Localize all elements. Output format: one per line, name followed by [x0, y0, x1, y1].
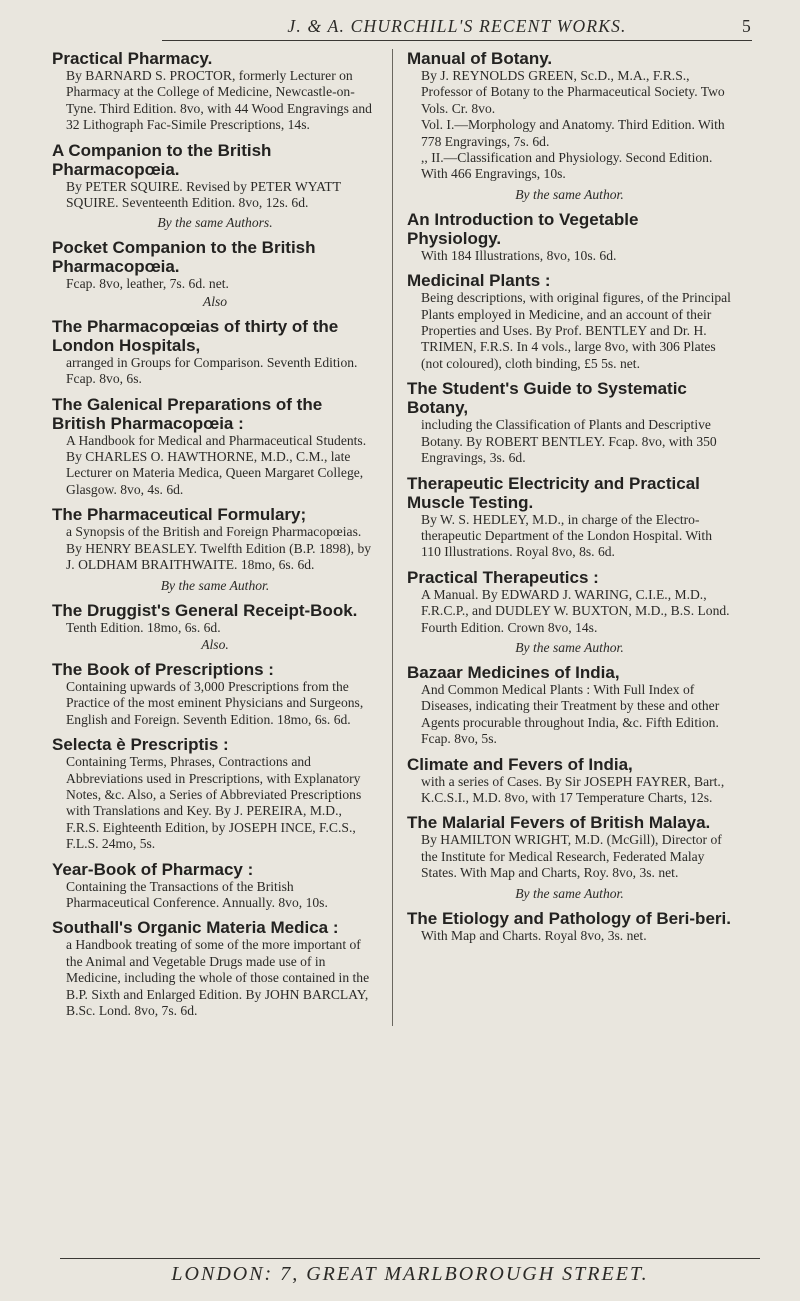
- book-entry: [407, 813, 732, 901]
- book-title: The Book of Prescriptions :: [52, 659, 274, 679]
- also-note: Also: [202, 293, 228, 309]
- book-title: The Pharmacopœias of thirty of the London Hospitals,: [52, 316, 339, 355]
- book-entry: [407, 663, 732, 748]
- right-column: [392, 49, 732, 1026]
- book-description: By J. REYNOLDS GREEN, Sc.D., M.A., F.R.S., Professor of Botany to the Pharmaceutical Society. Two Vols. Cr. 8vo.: [421, 68, 725, 116]
- book-title: Southall's Organic Materia Medica :: [52, 918, 339, 938]
- book-title: An Introduction to Vegetable Physiology.: [407, 209, 639, 248]
- book-entry: [407, 755, 732, 807]
- book-title: Year-Book of Pharmacy :: [52, 859, 254, 879]
- book-description: Containing Terms, Phrases, Contractions and Abbreviations used in Prescriptions, with Explanatory Notes, &c. Also, a Series of Abbreviated Prescriptions with Translations and Key. By J. PEREIRA, M.D., F.R.S. Eighteenth Edition, by JOSEPH INCE, F.C.S., F.L.S. 24mo, 5s.: [66, 754, 362, 852]
- book-entry: [52, 660, 378, 728]
- book-description: By HAMILTON WRIGHT, M.D. (McGill), Director of the Institute for Medical Research, Federated Malay States. With Map and Charts, Roy. 8vo, 3s. net.: [421, 832, 722, 881]
- book-title: Pocket Companion to the British Pharmacopœia.: [52, 238, 316, 277]
- book-title: The Etiology and Pathology of Beri-beri.: [407, 908, 731, 928]
- book-title: The Druggist's General Receipt-Book.: [52, 600, 358, 620]
- book-title: The Malarial Fevers of British Malaya.: [407, 813, 711, 833]
- book-entry: [407, 49, 732, 203]
- volume-line: Vol. I.—Morphology and Anatomy. Third Edition. With 778 Engravings, 7s. 6d.: [421, 117, 725, 149]
- book-description: By PETER SQUIRE. Revised by PETER WYATT SQUIRE. Seventeenth Edition. 8vo, 12s. 6d.: [66, 178, 341, 211]
- book-title: Practical Therapeutics :: [407, 567, 599, 587]
- running-head: [162, 12, 752, 41]
- book-description: Tenth Edition. 18mo, 6s. 6d.: [66, 619, 221, 635]
- running-head-title: J. & A. CHURCHILL'S RECENT WORKS.: [287, 16, 627, 36]
- same-author-note: By the same Authors.: [157, 215, 273, 231]
- book-entry: [407, 474, 732, 561]
- also-note: Also.: [201, 636, 229, 652]
- book-entry: [52, 317, 378, 388]
- book-description: a Handbook treating of some of the more important of the Animal and Vegetable Drugs made use of in Medicine, including the whole of those contained in the B.P. Sixth and Enlarged Edition. By JOHN BARCLAY, B.Sc. Lond. 8vo, 7s. 6d.: [66, 937, 370, 1018]
- book-title: Climate and Fevers of India,: [407, 754, 633, 774]
- book-title: Practical Pharmacy.: [52, 49, 213, 68]
- same-author-note: By the same Author.: [515, 186, 624, 202]
- book-title: The Pharmaceutical Formulary;: [52, 505, 307, 525]
- book-title: Selecta è Prescriptis :: [52, 735, 229, 755]
- book-description: By W. S. HEDLEY, M.D., in charge of the Electro-therapeutic Department of the London Hospital. With 110 Illustrations. Royal 8vo, 8s. 6d.: [421, 511, 713, 560]
- same-author-note: By the same Author.: [515, 885, 624, 901]
- catalogue-columns: [52, 49, 752, 1026]
- book-entry: [52, 505, 378, 593]
- book-description: a Synopsis of the British and Foreign Pharmacopœias. By HENRY BEASLEY. Twelfth Edition (B.P. 1898), by J. OLDHAM BRAITHWAITE. 18mo, 6s. 6d.: [66, 524, 372, 573]
- book-entry: [407, 909, 732, 944]
- book-description: Containing the Transactions of the British Pharmaceutical Conference. Annually. 8vo, 10s.: [66, 878, 328, 910]
- volume-line: ,, II.—Classification and Physiology. Second Edition. With 466 Engravings, 10s.: [421, 150, 713, 182]
- book-title: The Student's Guide to Systematic Botany,: [407, 379, 687, 418]
- book-title: Therapeutic Electricity and Practical Muscle Testing.: [407, 473, 700, 512]
- book-description: Being descriptions, with original figures, of the Principal Plants employed in Medicine, and an account of their Properties and Uses. By Prof. BENTLEY and Dr. H. TRIMEN, F.R.S. In 4 vols., large 8vo, with 306 Plates (not coloured), cloth binding, £5 5s. net.: [421, 290, 731, 371]
- book-entry: [407, 271, 732, 372]
- book-entry: [407, 568, 732, 656]
- book-title: The Galenical Preparations of the British Pharmacopœia :: [52, 394, 323, 433]
- book-entry: [407, 210, 732, 264]
- book-entry: [52, 141, 378, 232]
- book-description: including the Classification of Plants and Descriptive Botany. By ROBERT BENTLEY. Fcap. 8vo, with 350 Engravings, 3s. 6d.: [421, 417, 717, 466]
- publisher-footer: LONDON: 7, GREAT MARLBOROUGH STREET.: [60, 1258, 760, 1286]
- book-title: Medicinal Plants :: [407, 271, 551, 291]
- book-description: Fcap. 8vo, leather, 7s. 6d. net.: [66, 276, 229, 292]
- same-author-note: By the same Author.: [515, 639, 624, 655]
- book-description: And Common Medical Plants : With Full Index of Diseases, indicating their Treatment by these and other Agents procurable throughout India, &c. Fifth Edition. Fcap. 8vo, 5s.: [421, 681, 720, 747]
- left-column: [52, 49, 392, 1026]
- book-description: Containing upwards of 3,000 Prescriptions from the Practice of the most eminent Physicians and Surgeons, English and Foreign. Seventh Edition. 18mo, 6s. 6d.: [66, 678, 364, 727]
- same-author-note: By the same Author.: [160, 577, 270, 593]
- book-description: By BARNARD S. PROCTOR, formerly Lecturer on Pharmacy at the College of Medicine, Newcastle-on-Tyne. Third Edition. 8vo, with 44 Wood Engravings and 32 Lithograph Fac-Simile Prescriptions, 14s.: [66, 68, 372, 133]
- book-title: Manual of Botany.: [407, 49, 553, 68]
- book-entry: [52, 601, 378, 653]
- book-entry: [52, 395, 378, 499]
- book-entry: [52, 49, 378, 134]
- book-entry: [52, 860, 378, 912]
- book-description: arranged in Groups for Comparison. Seventh Edition. Fcap. 8vo, 6s.: [66, 354, 358, 387]
- page-number: 5: [742, 16, 752, 36]
- book-description: A Manual. By EDWARD J. WARING, C.I.E., M.D., F.R.C.P., and DUDLEY W. BUXTON, M.D., B.S. Lond. Fourth Edition. Crown 8vo, 14s.: [421, 586, 730, 635]
- book-entry: [52, 238, 378, 309]
- book-title: A Companion to the British Pharmacopœia.: [52, 140, 272, 179]
- book-title: Bazaar Medicines of India,: [407, 662, 620, 682]
- book-entry: [52, 735, 378, 852]
- book-entry: [52, 918, 378, 1019]
- book-description: With Map and Charts. Royal 8vo, 3s. net.: [421, 927, 647, 943]
- book-entry: [407, 379, 732, 466]
- book-description: A Handbook for Medical and Pharmaceutical Students. By CHARLES O. HAWTHORNE, M.D., C.M., late Lecturer on Materia Medica, Queen Margaret College, Glasgow. 8vo, 4s. 6d.: [66, 432, 367, 497]
- book-description: With 184 Illustrations, 8vo, 10s. 6d.: [421, 247, 617, 263]
- book-description: with a series of Cases. By Sir JOSEPH FAYRER, Bart., K.C.S.I., M.D. 8vo, with 17 Temperature Charts, 12s.: [421, 773, 725, 805]
